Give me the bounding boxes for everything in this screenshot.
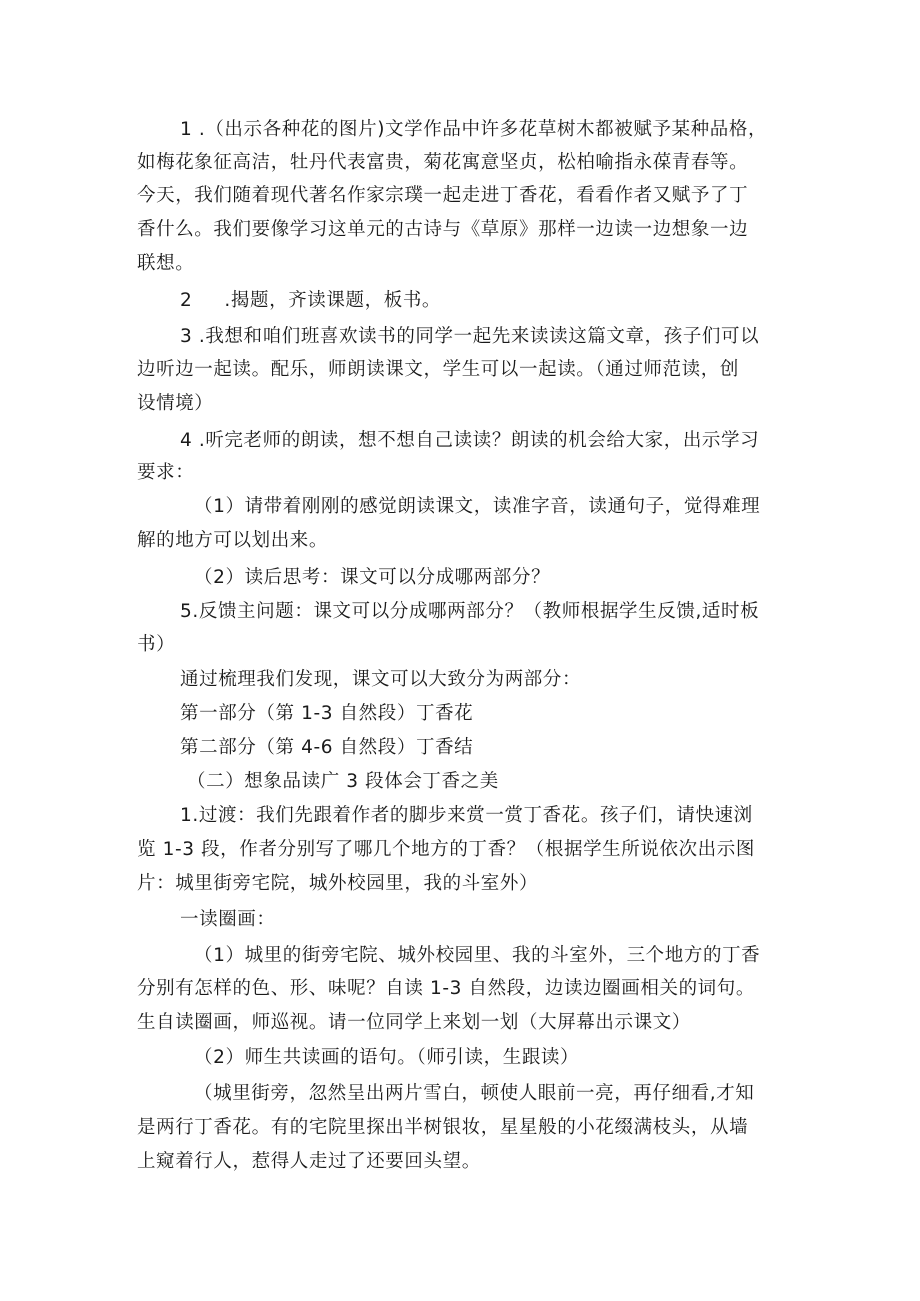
text-line: 联想。 [137,253,195,274]
text-line: 4 .听完老师的朗读，想不想自己读读？朗读的机会给大家，出示学习 [180,430,760,451]
text-line: 上窥着行人，惹得人走过了还要回头望。 [137,1151,481,1172]
text-line: 览 1-3 段，作者分别写了哪几个地方的丁香？（根据学生所说依次出示图 [137,839,755,860]
text-line: 设情境） [137,393,214,414]
text-line: 生自读圈画，师巡视。请一位同学上来划一划（大屏幕出示课文） [137,1012,691,1033]
text-line: （2）师生共读画的语句。（师引读，生跟读） [194,1047,580,1068]
text-line: 是两行丁香花。有的宅院里探出半树银妆，星星般的小花缀满枝头，从墙 [137,1117,749,1138]
text-line: 第一部分（第 1-3 自然段）丁香花 [180,703,474,724]
text-line: 5.反馈主问题：课文可以分成哪两部分？（教师根据学生反馈,适时板 [180,601,760,622]
text-line: 3 .我想和咱们班喜欢读书的同学一起先来读读这篇文章，孩子们可以 [180,326,760,347]
text-line: （2）读后思考：课文可以分成哪两部分？ [194,567,551,588]
text-line: 今天，我们随着现代著名作家宗璞一起走进丁香花，看看作者又赋予了丁 [137,185,749,206]
text-line: 1 .（出示各种花的图片)文学作品中许多花草树木都被赋予某种品格， [180,119,768,140]
text-line: （城里街旁，忽然呈出两片雪白，顿使人眼前一亮，再仔细看,才知 [194,1083,755,1104]
text-line: 香什么。我们要像学习这单元的古诗与《草原》那样一边读一边想象一边 [137,219,749,240]
text-line: （1）城里的街旁宅院、城外校园里、我的斗室外，三个地方的丁香 [194,945,761,966]
text-line: 边听边一起读。配乐，师朗读课文，学生可以一起读。（通过师范读，创 [137,359,739,380]
section-heading: （二）想象品读广 3 段体会丁香之美 [187,771,499,792]
text-line: 片：城里街旁宅院，城外校园里，我的斗室外） [137,873,539,894]
text-line: 第二部分（第 4-6 自然段）丁香结 [180,737,474,758]
text-line: 2 .揭题，齐读课题，板书。 [180,290,442,311]
text-line: 要求： [137,462,195,483]
text-line: 分别有怎样的色、形、味呢？自读 1-3 自然段，边读边圈画相关的词句。 [137,978,755,999]
text-line: 1.过渡：我们先跟着作者的脚步来赏一赏丁香花。孩子们，请快速浏 [180,805,753,826]
text-line: 解的地方可以划出来。 [137,530,329,551]
text-line: （1）请带着刚刚的感觉朗读课文，读准字音，读通句子，觉得难理 [194,496,761,517]
text-line: 一读圈画： [180,909,276,930]
text-line: 如梅花象征高洁，牡丹代表富贵，菊花寓意坚贞，松柏喻指永葆青春等。 [137,152,749,173]
text-line: 通过梳理我们发现，课文可以大致分为两部分： [180,669,582,690]
text-line: 书） [137,634,176,655]
